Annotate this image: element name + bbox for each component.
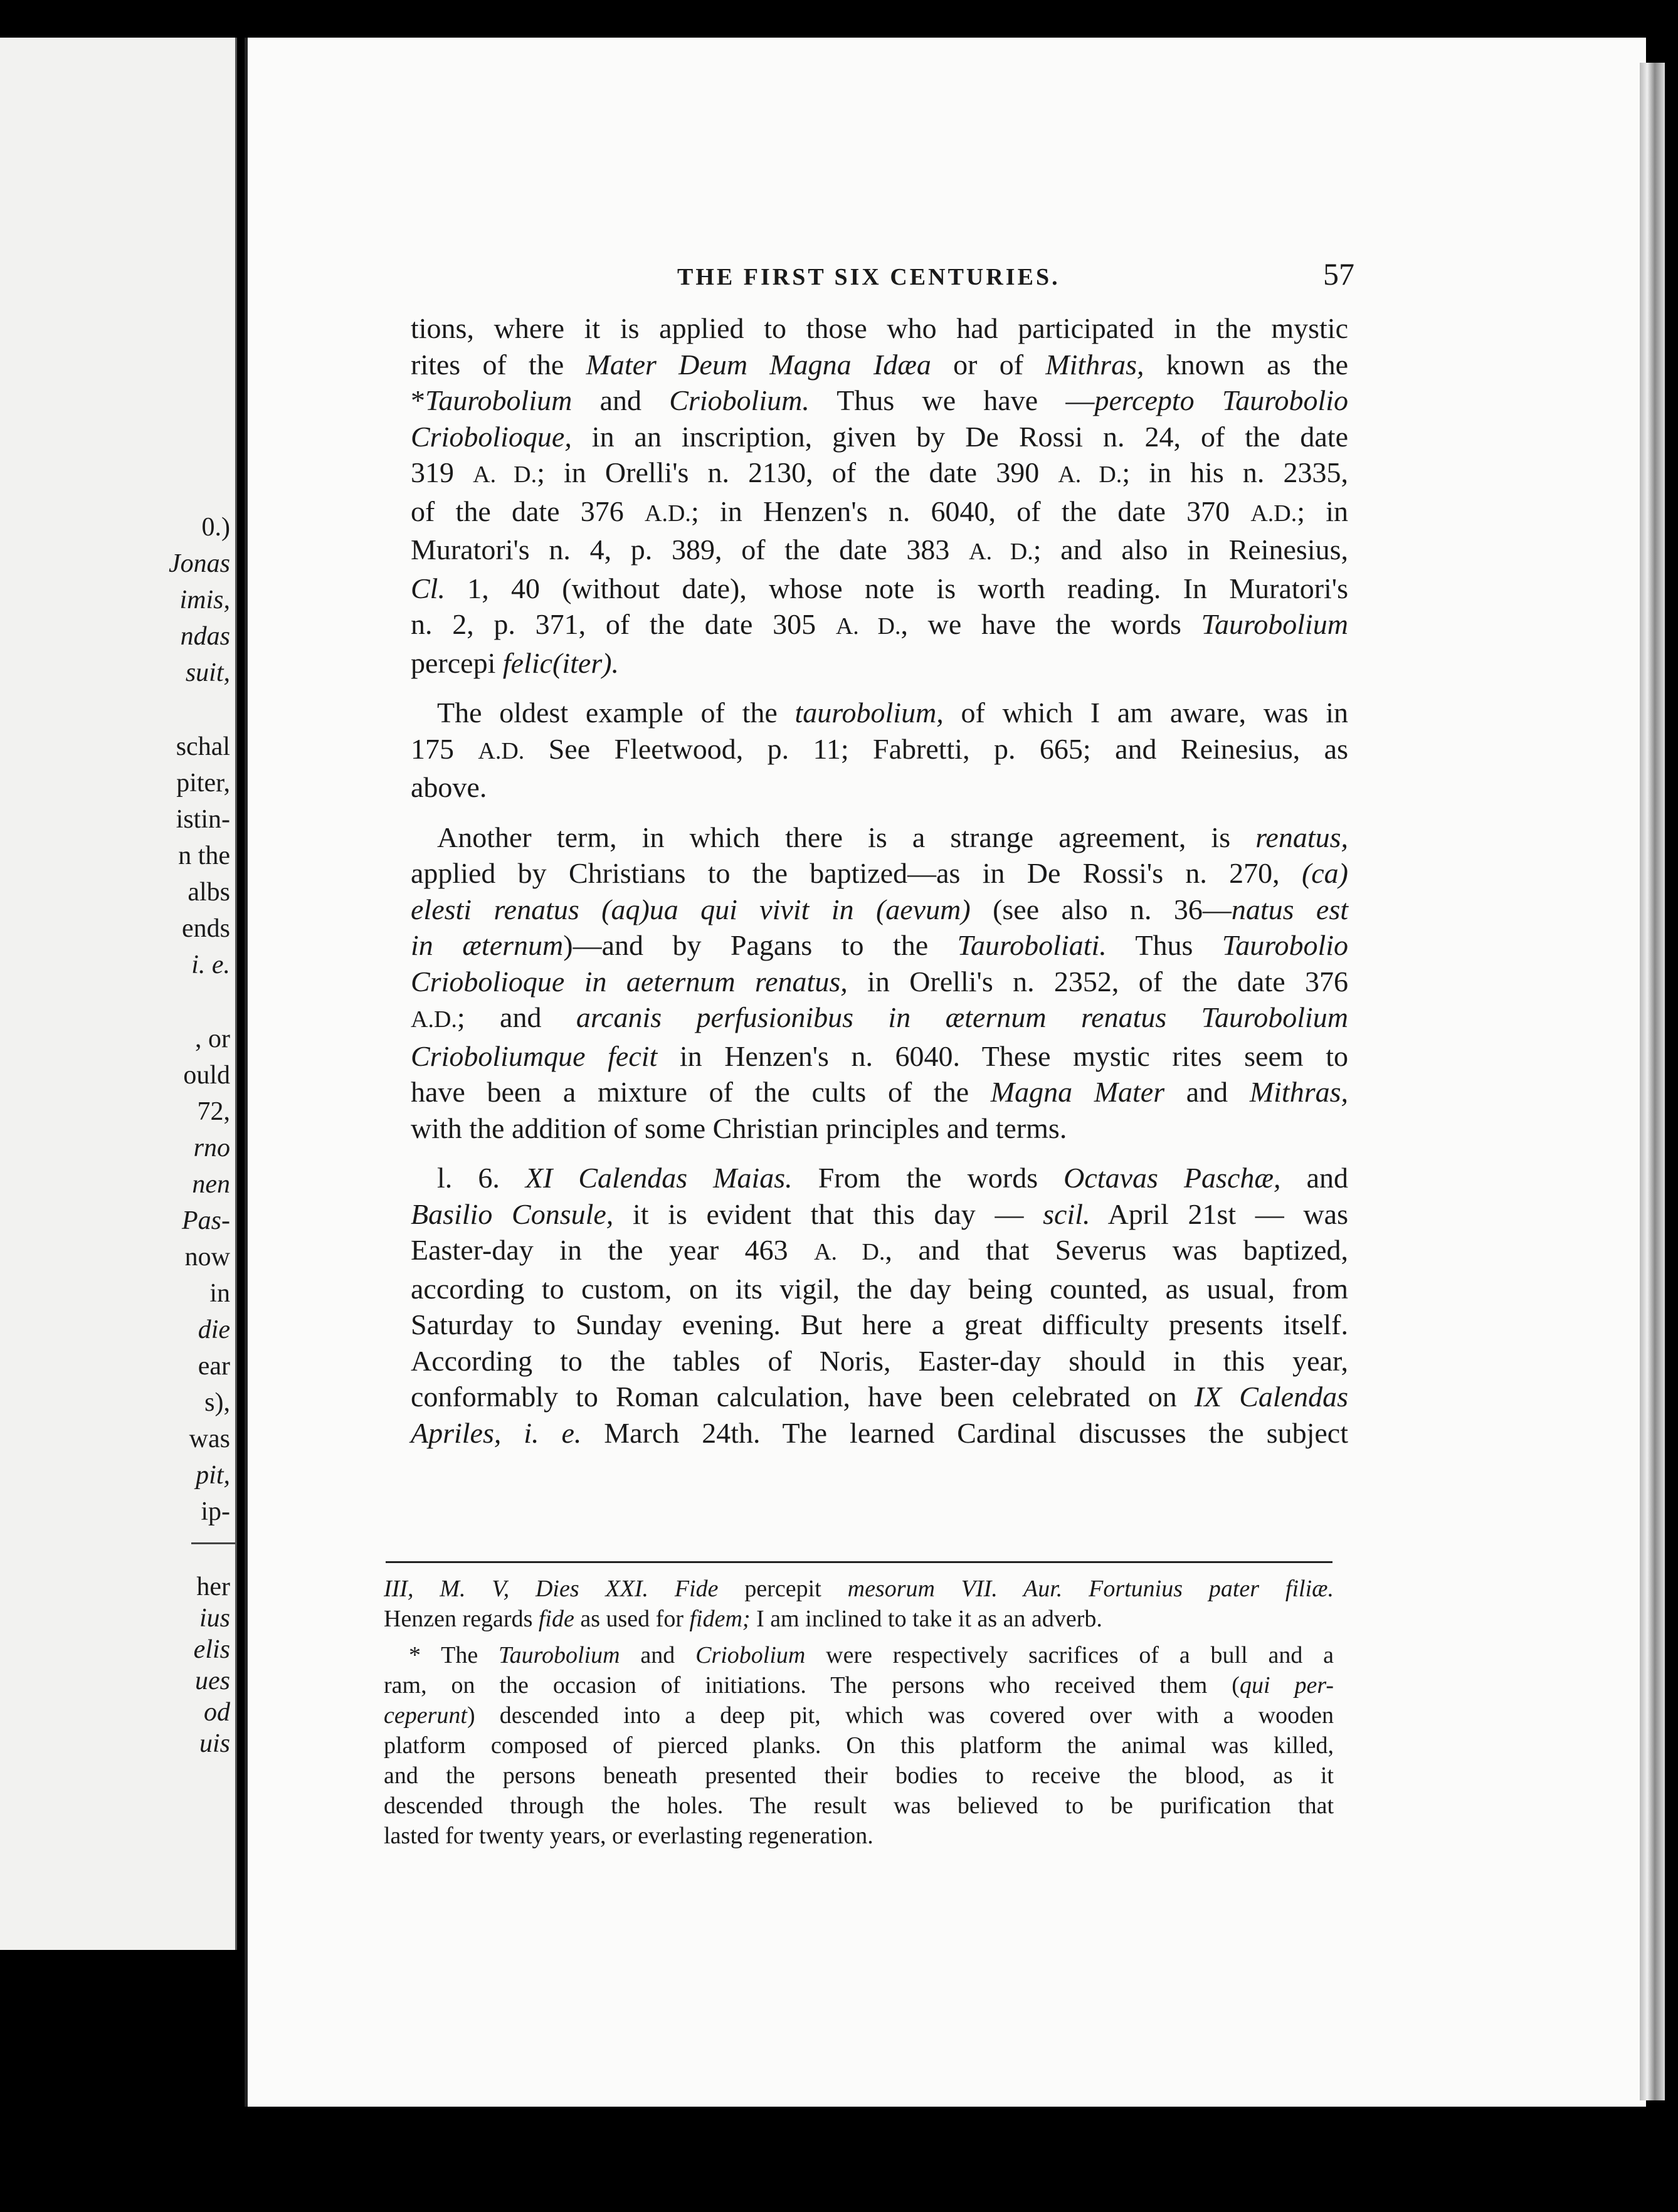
running-head: THE FIRST SIX CENTURIES. <box>677 264 1060 290</box>
left-margin-line: albs <box>187 878 230 907</box>
text-line: elesti renatus (aq)ua qui vivit in (aevum) (see also n. 36—natus est <box>411 893 1348 925</box>
paragraph <box>411 1160 1348 1451</box>
text-line: *Taurobolium and Criobolium. Thus we have —percepto Taurobolio <box>411 384 1349 416</box>
text-line: in æternum)—and by Pagans to the Tauroboliati. Thus Taurobolio <box>411 929 1349 961</box>
left-footnote-rule <box>191 1542 235 1544</box>
text-line: Cl. 1, 40 (without date), whose note is worth reading. In Muratori's <box>411 572 1348 604</box>
left-margin-line: elis <box>193 1635 230 1664</box>
left-margin-line: nen <box>192 1170 230 1199</box>
text-line: Easter-day in the year 463 A. D., and that Severus was baptized, <box>411 1234 1348 1266</box>
footnotes <box>384 1574 1334 1851</box>
text-line: tions, where it is applied to those who had participated in the mystic <box>411 312 1348 344</box>
left-margin-line: uis <box>199 1729 230 1758</box>
text-line: above. <box>411 771 487 803</box>
text-line: rites of the Mater Deum Magna Idæa or of Mithras, known as the <box>411 348 1348 381</box>
paragraph <box>411 695 1348 806</box>
text-line: Basilio Consule, it is evident that this day — scil. April 21st — was <box>411 1198 1349 1230</box>
left-margin-line: her <box>196 1572 230 1601</box>
text-line: Crioboliumque fecit in Henzen's n. 6040. These mystic rites seem to <box>411 1040 1348 1072</box>
left-margin-line: Jonas <box>169 549 230 578</box>
left-margin-line: piter, <box>176 769 230 798</box>
footnote-line: lasted for twenty years, or everlasting regeneration. <box>384 1823 873 1849</box>
left-margin-line: imis, <box>179 586 230 614</box>
text-line: applied by Christians to the baptized—as in De Rossi's n. 270, (ca) <box>411 857 1348 889</box>
text-line: according to custom, on its vigil, the day being counted, as usual, from <box>411 1272 1348 1305</box>
left-margin-line: in <box>209 1279 230 1308</box>
page-edge <box>1640 63 1665 2100</box>
left-margin-line: ould <box>183 1061 230 1090</box>
text-line: Apriles, i. e. March 24th. The learned Cardinal discusses the subject <box>411 1416 1349 1449</box>
footnote-line: and the persons beneath presented their bodies to receive the blood, as it <box>384 1762 1334 1789</box>
left-margin-line: s), <box>204 1388 230 1417</box>
page-number: 57 <box>1323 256 1354 292</box>
left-margin-line: Pas- <box>182 1206 230 1235</box>
paragraph <box>411 819 1348 1147</box>
left-margin-line: , or <box>195 1024 230 1053</box>
text-line: The oldest example of the taurobolium, of which I am aware, was in <box>437 697 1348 729</box>
left-margin-line: ear <box>198 1352 230 1381</box>
left-margin-line: pit, <box>196 1461 230 1490</box>
text-line: A.D.; and arcanis perfusionibus in æternum renatus Taurobolium <box>411 1001 1348 1033</box>
footnote-line: descended through the holes. The result was believed to be purification that <box>384 1793 1334 1819</box>
text-line: Saturday to Sunday evening. But here a great difficulty presents itself. <box>411 1309 1348 1340</box>
text-line: l. 6. XI Calendas Maias. From the words Octavas Paschæ, and <box>437 1162 1349 1194</box>
left-margin-line: i. e. <box>191 951 230 979</box>
left-margin-line: rno <box>193 1134 230 1162</box>
facing-page-fragment <box>0 38 237 1950</box>
footnote-line: * The Taurobolium and Criobolium were respectively sacrifices of a bull and a <box>409 1642 1334 1668</box>
paragraph <box>411 310 1348 681</box>
text-line: with the addition of some Christian principles and terms. <box>411 1112 1067 1144</box>
text-line: n. 2, p. 371, of the date 305 A. D., we have the words Taurobolium <box>411 608 1348 640</box>
text-line: Muratori's n. 4, p. 389, of the date 383 A. D.; and also in Reinesius, <box>411 534 1348 566</box>
left-margin-line: istin- <box>176 805 230 834</box>
text-line: According to the tables of Noris, Easter-day should in this year, <box>411 1344 1348 1377</box>
text-line: 175 A.D. See Fleetwood, p. 11; Fabretti, p. 665; and Reinesius, as <box>411 732 1348 765</box>
footnote <box>384 1640 1334 1851</box>
left-margin-line: was <box>189 1425 230 1453</box>
text-line: Criobolioque, in an inscription, given by De Rossi n. 24, of the date <box>411 420 1348 453</box>
left-margin-line: ip- <box>201 1497 230 1526</box>
footnote-line: ram, on the occasion of initiations. The persons who received them (qui per- <box>384 1672 1334 1698</box>
text-line: conformably to Roman calculation, have been celebrated on IX Calendas <box>411 1381 1348 1413</box>
footnote-line: III, M. V, Dies XXI. Fide percepit mesorum VII. Aur. Fortunius pater filiæ. <box>384 1576 1334 1602</box>
footnote-line: Henzen regards fide as used for fidem; I am inclined to take it as an adverb. <box>384 1606 1102 1632</box>
left-margin-line: ends <box>182 914 230 943</box>
left-margin-line: n the <box>178 841 230 870</box>
footnote-line: platform composed of pierced planks. On this platform the animal was killed, <box>384 1732 1334 1759</box>
text-line: Criobolioque in aeternum renatus, in Orelli's n. 2352, of the date 376 <box>411 965 1348 998</box>
left-margin-line: suit, <box>185 658 230 687</box>
footnote-line: ceperunt) descended into a deep pit, which was covered over with a wooden <box>384 1702 1334 1729</box>
left-margin-line: die <box>198 1315 230 1344</box>
text-line: 319 A. D.; in Orelli's n. 2130, of the date 390 A. D.; in his n. 2335, <box>411 456 1348 488</box>
left-margin-line: ndas <box>180 622 230 651</box>
footnote <box>384 1574 1334 1634</box>
footnote-rule <box>386 1561 1332 1563</box>
text-line: Another term, in which there is a strange agreement, is renatus, <box>437 821 1348 853</box>
left-margin-line: 72, <box>197 1097 230 1126</box>
text-line: percepi felic(iter). <box>411 646 620 679</box>
text-line: have been a mixture of the cults of the Magna Mater and Mithras, <box>411 1076 1348 1108</box>
main-text <box>411 310 1348 1451</box>
text-line: of the date 376 A.D.; in Henzen's n. 6040, of the date 370 A.D.; in <box>411 495 1349 527</box>
left-margin-line: 0.) <box>201 513 230 542</box>
left-margin-line: now <box>184 1243 230 1272</box>
left-margin-line: ius <box>199 1604 230 1633</box>
left-margin-line: schal <box>176 732 230 761</box>
left-margin-line: od <box>204 1698 230 1727</box>
left-margin-line: ues <box>195 1667 230 1695</box>
